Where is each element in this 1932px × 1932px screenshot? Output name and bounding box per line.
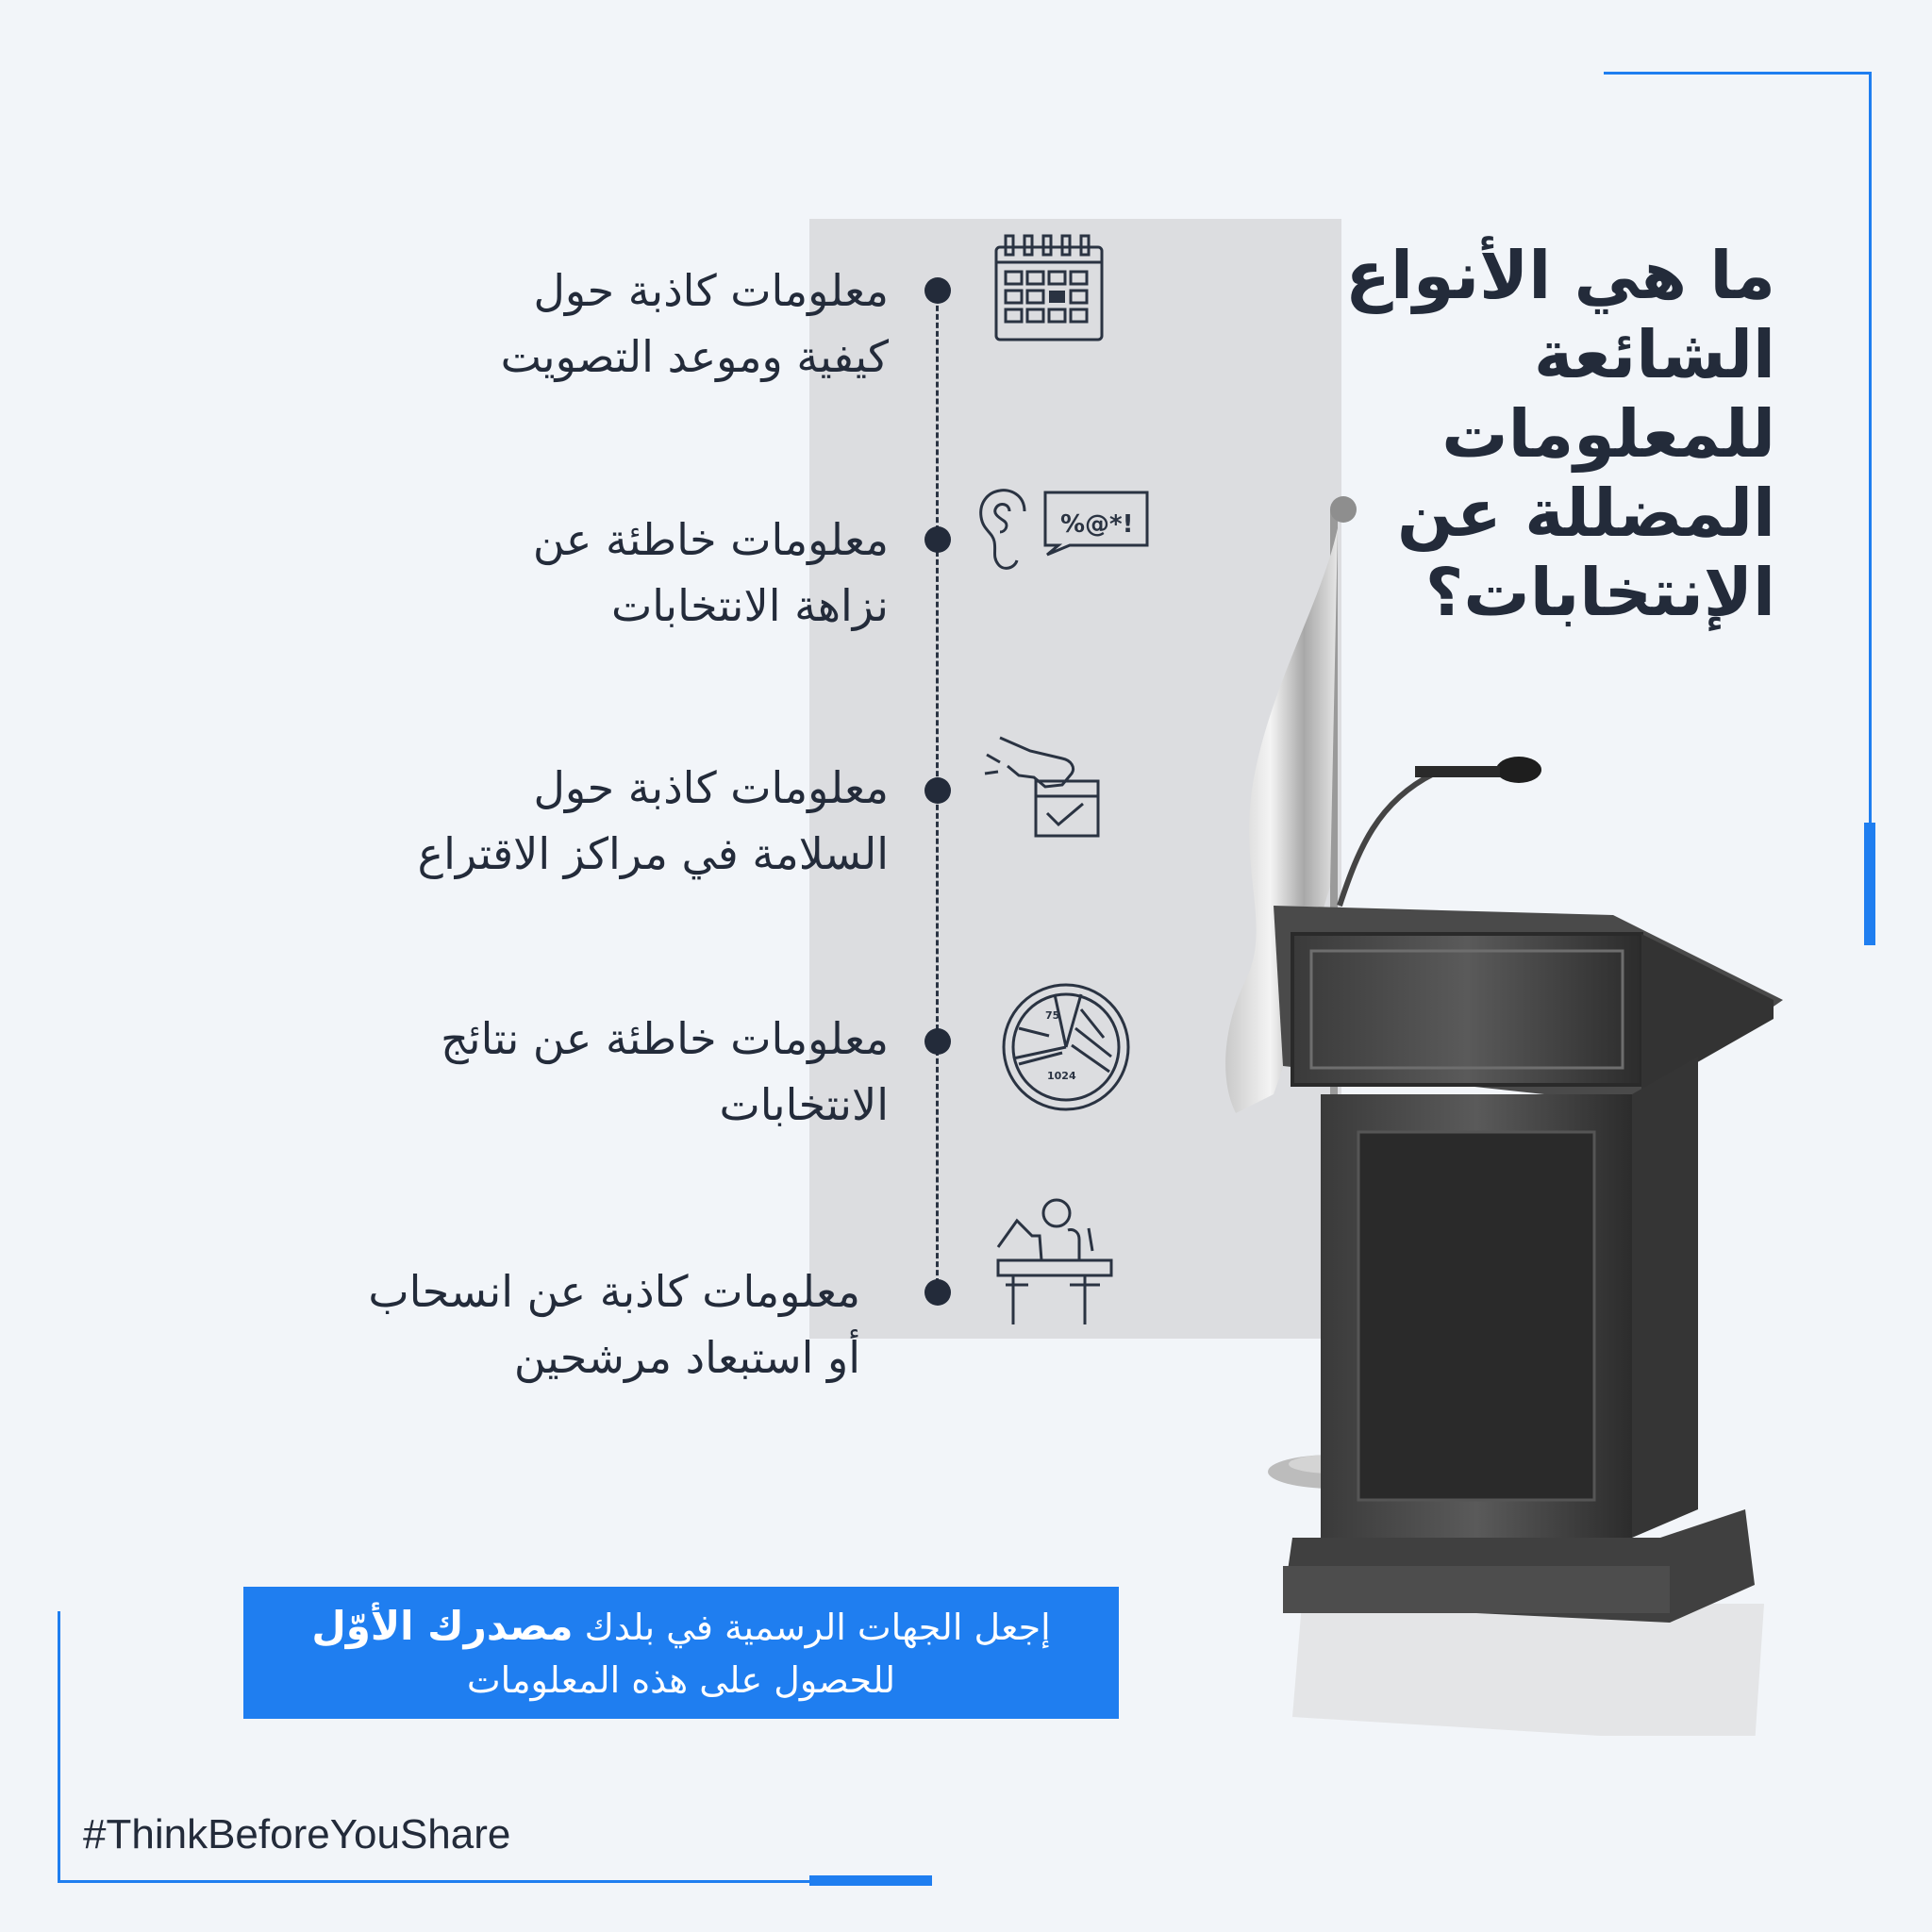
frame-right-accent [1864,823,1875,945]
frame-top-right-line [1604,72,1872,75]
timeline-dot [924,526,951,553]
speaker-podium-icon [994,1194,1117,1328]
timeline-dot [924,777,951,804]
icon-text: %@*! [1060,510,1134,539]
item-line-2: نزاهة الانتخابات [610,580,889,631]
item-line-2: السلامة في مراكز الاقتراع [417,828,889,879]
item-line-1: معلومات خاطئة عن نتائج [441,1013,889,1064]
item-line-2: أو استبعاد مرشحين [513,1332,860,1383]
ballot-box-icon [981,732,1104,841]
podium-illustration [1217,491,1802,1736]
icon-label: 75 [1045,1009,1060,1022]
item-line-1: معلومات كاذبة عن انسحاب [368,1266,860,1317]
pie-chart-icon [1000,981,1132,1113]
list-item [285,507,889,639]
frame-right-line [1869,72,1872,826]
page-title: ما هي الأنواع الشائعة للمعلومات المضللة عن الإنتخابات؟ [1345,237,1775,631]
timeline-dot [924,277,951,304]
list-item [285,258,889,390]
cta-line-1 [243,1600,1119,1654]
icon-label: 1024 [1047,1070,1076,1082]
timeline-dot [924,1028,951,1055]
cta-line-2: للحصول على هذه المعلومات [466,1659,896,1701]
ear-speech-icon [972,483,1151,577]
list-item [257,1258,860,1391]
hashtag: #ThinkBeforeYouShare [83,1811,511,1857]
cta-text: إجعل الجهات الرسمية في بلدك [584,1607,1051,1648]
timeline-dot [924,1279,951,1306]
item-line-2: الانتخابات [719,1079,889,1130]
frame-left-line [58,1611,60,1883]
item-line-1: معلومات كاذبة حول [533,265,889,316]
item-line-1: معلومات كاذبة حول [533,762,889,813]
calendar-icon [992,232,1108,343]
frame-bottom-line [58,1880,812,1883]
item-line-1: معلومات خاطئة عن [532,514,889,565]
list-item [285,1006,889,1138]
cta-banner [243,1587,1119,1719]
list-item [285,755,889,887]
item-line-2: كيفية وموعد التصويت [500,331,889,382]
frame-bottom-accent [809,1875,932,1886]
cta-bold-text: مصدرك الأوّل [311,1603,574,1649]
